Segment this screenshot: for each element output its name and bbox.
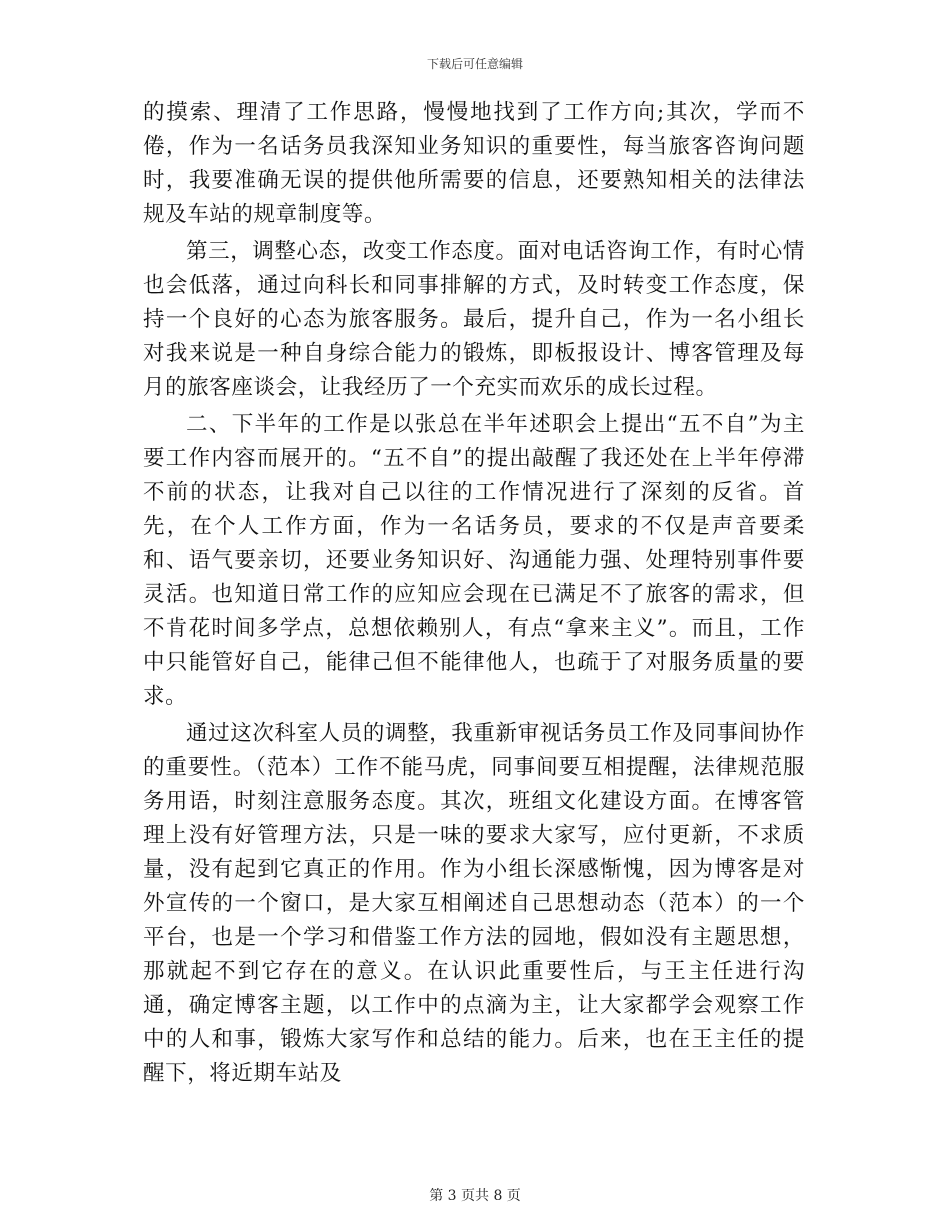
- paragraph-3: 二、下半年的工作是以张总在半年述职会上提出“五不自”为主要工作内容而展开的。“五不自”的提出敲醒了我还处在上半年停滞不前的状态，让我对自己以往的工作情况进行了深刻的反省。首先，在个人工作方面，作为一名话务员，要求的不仅是声音要柔和、语气要亲切，还要业务知识好、沟通能力强、处理特别事件要灵活。也知道日常工作的应知应会现在已满足不了旅客的需求，但不肯花时间多学点，总想依赖别人，有点“拿来主义”。而且，工作中只能管好自己，能律己但不能律他人，也疏于了对服务质量的要求。: [143, 412, 805, 709]
- page-number: 第 3 页共 8 页: [429, 1188, 521, 1204]
- paragraph-2: 第三，调整心态，改变工作态度。面对电话咨询工作，有时心情也会低落，通过向科长和同事排解的方式，及时转变工作态度，保持一个良好的心态为旅客服务。最后，提升自己，作为一名小组长对我来说是一种自身综合能力的锻炼，即板报设计、博客管理及每月的旅客座谈会，让我经历了一个充实而欢乐的成长过程。: [143, 239, 805, 400]
- paragraph-1: 的摸索、理清了工作思路，慢慢地找到了工作方向;其次，学而不倦，作为一名话务员我深知业务知识的重要性，每当旅客咨询问题时，我要准确无误的提供他所需要的信息，还要熟知相关的法律法规及车站的规章制度等。: [143, 100, 805, 227]
- page-header-note: 下载后可任意编辑: [426, 57, 523, 71]
- document-body: [143, 96, 805, 1094]
- paragraph-4: 通过这次科室人员的调整，我重新审视话务员工作及同事间协作的重要性。（范本）工作不能马虎，同事间要互相提醒，法律规范服务用语，时刻注意服务态度。其次，班组文化建设方面。在博客管理上没有好管理方法，只是一味的要求大家写，应付更新，不求质量，没有起到它真正的作用。作为小组长深感惭愧，因为博客是对外宣传的一个窗口，是大家互相阐述自己思想动态（范本）的一个平台，也是一个学习和借鉴工作方法的园地，假如没有主题思想，那就起不到它存在的意义。在认识此重要性后，与王主任进行沟通，确定博客主题，以工作中的点滴为主，让大家都学会观察工作中的人和事，锻炼大家写作和总结的能力。后来，也在王主任的提醒下，将近期车站及: [143, 721, 805, 1086]
